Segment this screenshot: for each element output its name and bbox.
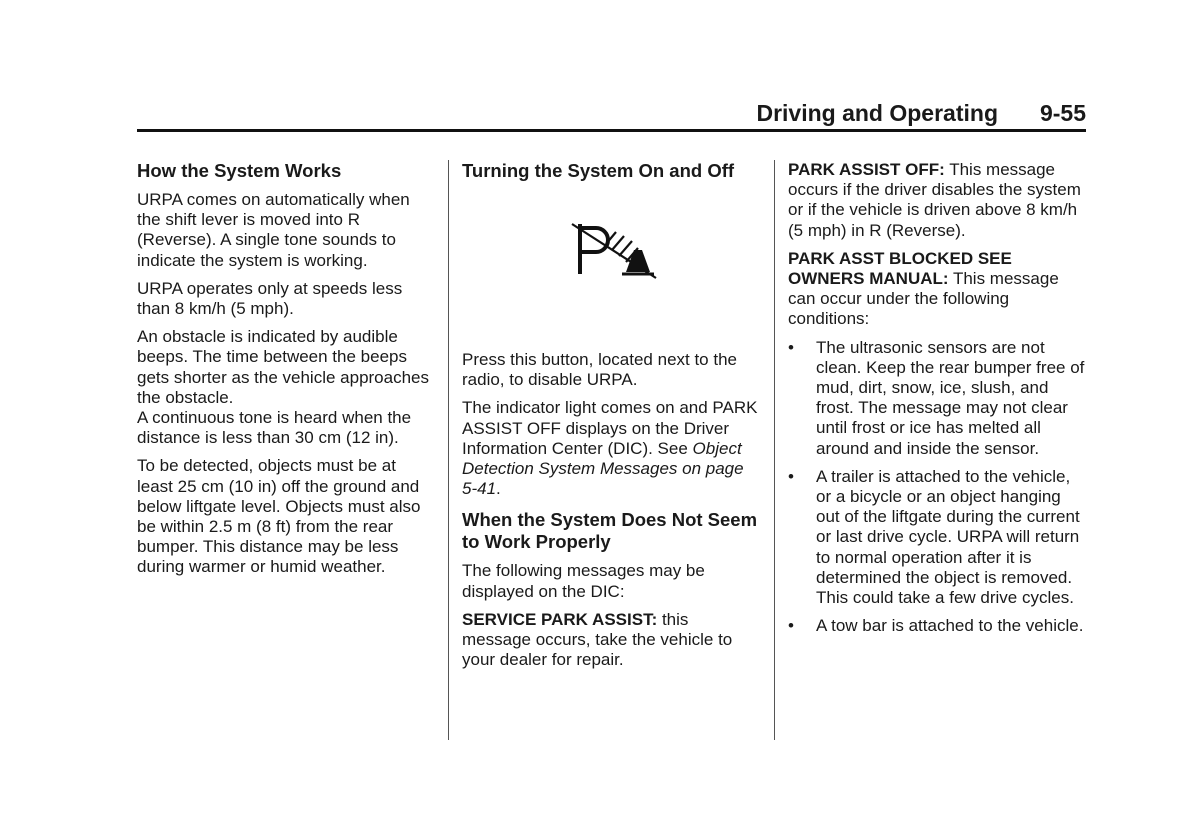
list-item-text: A trailer is attached to the vehicle, or a bicycle or an object hanging out of the liftgate during the current or last drive cycle. URPA will return to normal operation after it is determined the object is removed. This could take a few drive cycles. [816, 466, 1080, 608]
column-2 [462, 160, 762, 678]
paragraph: URPA comes on automatically when the shift lever is moved into R (Reverse). A single tone sounds to indicate the system is working. [137, 190, 410, 270]
page-number: 9-55 [1039, 100, 1086, 126]
bullet: • [788, 616, 794, 636]
paragraph: To be detected, objects must be at least 25 cm (10 in) off the ground and below liftgate level. Objects must also be within 2.5 m (8 ft) from the rear bumper. This distance may be less during warmer or humid weather. [137, 456, 421, 577]
conditions-list [788, 338, 1088, 637]
column-1 [137, 160, 435, 586]
message-name: SERVICE PARK ASSIST: [462, 609, 658, 629]
page-header [137, 100, 1086, 130]
header-rule [137, 129, 1086, 132]
list-item [788, 467, 1088, 608]
paragraph: Press this button, located next to the radio, to disable URPA. [462, 350, 737, 390]
park-assist-icon [564, 214, 660, 286]
paragraph [462, 398, 762, 499]
message-description: This message occurs if the driver disables the system or if the vehicle is driven above 8 km/h (5 mph) in R (Reverse). [788, 160, 1081, 240]
list-item [788, 338, 1088, 459]
paragraph: A continuous tone is heard when the distance is less than 30 cm (12 in). [137, 408, 412, 448]
paragraph: An obstacle is indicated by audible beeps. The time between the beeps gets shorter as the vehicle approaches the obstacle. [137, 327, 430, 407]
paragraph [462, 610, 762, 671]
list-item-text: A tow bar is attached to the vehicle. [816, 616, 1084, 636]
paragraph [788, 160, 1088, 241]
section-heading: Turning the System On and Off [462, 160, 735, 181]
message-description: This message can occur under the following conditions: [788, 269, 1059, 329]
column-divider [774, 160, 775, 740]
message-name: PARK ASSIST OFF: [788, 160, 945, 179]
paragraph [788, 249, 1088, 330]
park-assist-icon-container [462, 190, 762, 310]
cross-reference: Object Detection System Messages on page 5-41 [462, 438, 744, 499]
paragraph: The following messages may be displayed on the DIC: [462, 561, 705, 601]
paragraph-end: . [496, 479, 501, 499]
bullet: • [788, 337, 794, 357]
paragraph: URPA operates only at speeds less than 8 km/h (5 mph). [137, 278, 403, 319]
section-title: Driving and Operating [756, 100, 998, 126]
section-heading: When the System Does Not Seem to Work Properly [462, 509, 758, 553]
list-item-text: The ultrasonic sensors are not clean. Keep the rear bumper free of mud, dirt, snow, ice, slush, and frost. The message may not clear until frost or ice has melted all around and inside the sensor. [816, 337, 1085, 458]
message-name: PARK ASST BLOCKED SEE OWNERS MANUAL: [788, 248, 1012, 289]
paragraph-text: The indicator light comes on and PARK ASSIST OFF displays on the Driver Information Center (DIC). See [462, 398, 758, 458]
bullet: • [788, 466, 794, 486]
column-3 [788, 160, 1088, 644]
column-divider [448, 160, 449, 740]
list-item [788, 616, 1088, 636]
message-description: this message occurs, take the vehicle to your dealer for repair. [462, 609, 733, 670]
section-heading: How the System Works [137, 160, 342, 181]
